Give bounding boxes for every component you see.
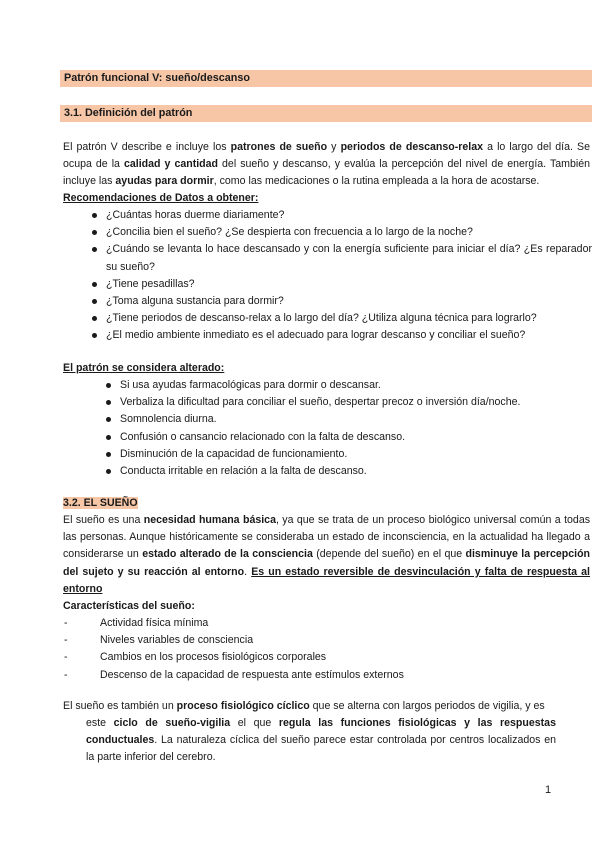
list-item: Disminución de la capacidad de funcionamiento. — [120, 446, 590, 463]
altered-title: El patrón se considera alterado: — [63, 362, 225, 374]
sleep-paragraph: El sueño es una necesidad humana básica, ya que se trata de un proceso biológico universal común a todas las personas. Aunque históricamente se consideraba un estado de inconsciencia, en la actualidad ha llegado a considerarse un estado alterado de la consciencia (depende del sueño) en el que disminuye la percepción del sujeto y su reacción al entorno. Es un estado reversible de desvinculación y falta de respuesta al entorno — [63, 514, 591, 595]
list-item: Si usa ayudas farmacológicas para dormir o descansar. — [120, 377, 590, 394]
cycle-first-line: El sueño es también un proceso fisiológico cíclico que se alterna con largos periodos de vigilia, y es — [63, 700, 545, 712]
list-item: ¿Cuándo se levanta lo hace descansado y con la energía suficiente para iniciar el día? ¿Es reparador su sueño? — [106, 241, 592, 275]
list-item: ¿El medio ambiente inmediato es el adecuado para lograr descanso y conciliar el sueño? — [106, 327, 592, 344]
list-item: Somnolencia diurna. — [120, 411, 590, 428]
pattern-header: Patrón funcional V: sueño/descanso — [60, 70, 592, 87]
list-item: ¿Toma alguna sustancia para dormir? — [106, 293, 592, 310]
altered-list — [120, 377, 590, 480]
list-item: ¿Tiene pesadillas? — [106, 276, 592, 293]
page-number: 1 — [545, 784, 552, 796]
list-item: Verbaliza la dificultad para conciliar el sueño, despertar precoz o inversión día/noche. — [120, 394, 590, 411]
recommendations-title: Recomendaciones de Datos a obtener: — [63, 192, 259, 204]
section-31-header: 3.1. Definición del patrón — [60, 105, 592, 122]
list-item: Conducta irritable en relación a la falta de descanso. — [120, 463, 590, 480]
questions-list — [106, 207, 592, 345]
characteristics-list — [100, 615, 590, 684]
section-32-header: 3.2. EL SUEÑO — [63, 497, 138, 509]
list-item: Confusión o cansancio relacionado con la falta de descanso. — [120, 429, 590, 446]
list-item: - Actividad física mínima — [100, 615, 590, 632]
list-item: - Cambios en los procesos fisiológicos corporales — [100, 649, 590, 666]
list-item: ¿Cuántas horas duerme diariamente? — [106, 207, 592, 224]
list-item: ¿Tiene periodos de descanso-relax a lo largo del día? ¿Utiliza alguna técnica para lograrlo? — [106, 310, 592, 327]
intro-paragraph: El patrón V describe e incluye los patrones de sueño y periodos de descanso-relax a lo largo del día. Se ocupa de la calidad y cantidad del sueño y descanso, y evalúa la percepción del nivel de energía. También incluye las ayudas para dormir, como las medicaciones o la rutina empleada a la hora de acostarse. — [63, 141, 590, 188]
list-item: - Niveles variables de consciencia — [100, 632, 590, 649]
list-item: ¿Concilia bien el sueño? ¿Se despierta con frecuencia a lo largo de la noche? — [106, 224, 592, 241]
characteristics-title: Características del sueño: — [63, 600, 195, 612]
cycle-paragraph: este ciclo de sueño-vigilia el que regula las funciones fisiológicas y las respuestas conductuales. La naturaleza cíclica del sueño parece estar controlada por centros localizados en la parte inferior del cerebro. — [86, 717, 556, 764]
list-item: - Descenso de la capacidad de respuesta ante estímulos externos — [100, 667, 590, 684]
